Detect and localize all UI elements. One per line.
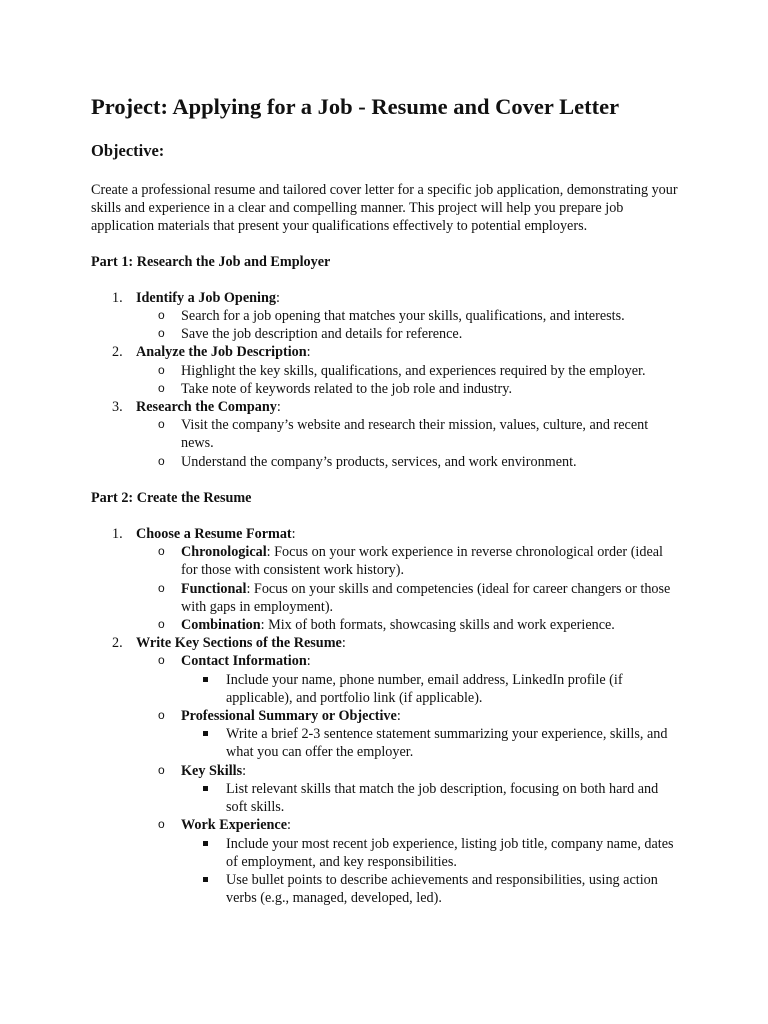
list-item: 1. Choose a Resume Format: o Chronological: Focus on your work experience in reverse chronological order (ideal for those with consistent work history). o Functional: Focus on your skills and competencies (ideal for career changers or those with gaps in employment). o Combination: Mix of both formats, showcasing skills and work experience. — [91, 525, 678, 634]
sub-item: o Combination: Mix of both formats, showcasing skills and work experience. — [158, 617, 615, 634]
list-item: 3. Research the Company: o Visit the company’s website and research their mission, values, culture, and recent news. o Understand the company’s products, services, and work environment. — [91, 398, 678, 471]
circle-bullet-icon: o — [158, 653, 165, 668]
circle-bullet-icon: o — [158, 817, 165, 832]
circle-bullet-icon: o — [158, 544, 165, 559]
item-label: Choose a Resume Format — [136, 526, 292, 543]
circle-bullet-icon: o — [158, 417, 165, 432]
item-label: Research the Company — [136, 399, 277, 416]
list-item: 2. Analyze the Job Description: o Highlight the key skills, qualifications, and experiences required by the employer. o Take note of keywords related to the job role and industry. — [91, 343, 678, 398]
sub-item: o Understand the company’s products, services, and work environment. — [158, 453, 577, 470]
square-bullet-icon — [203, 786, 208, 791]
item-label: Identify a Job Opening — [136, 289, 276, 306]
part2-list — [91, 525, 678, 907]
objective-heading: Objective: — [91, 141, 165, 160]
list-number: 1. — [112, 526, 123, 543]
item-label: Analyze the Job Description — [136, 344, 307, 361]
item-label: Write Key Sections of the Resume — [136, 635, 342, 652]
circle-bullet-icon: o — [158, 453, 165, 468]
part2-heading: Part 2: Create the Resume — [91, 489, 252, 506]
sub-item: o Visit the company’s website and research their mission, values, culture, and recent news. — [158, 417, 649, 452]
objective-paragraph: Create a professional resume and tailored cover letter for a specific job application, demonstrating your skills and experience in a clear and compelling manner. This project will help you prepare job application materials that present your qualifications effectively to potential employers. — [91, 182, 678, 235]
square-bullet-icon — [203, 877, 208, 882]
circle-bullet-icon: o — [158, 308, 165, 323]
bullet-item: Write a brief 2-3 sentence statement summarizing your experience, skills, and what you can offer the employer. — [181, 725, 678, 761]
bullet-item: Use bullet points to describe achievements and responsibilities, using action verbs (e.g., managed, developed, led). — [181, 871, 678, 907]
circle-bullet-icon: o — [158, 580, 165, 595]
square-bullet-icon — [203, 731, 208, 736]
bullet-item: List relevant skills that match the job description, focusing on both hard and soft skills. — [181, 780, 678, 816]
circle-bullet-icon: o — [158, 326, 165, 341]
sub-item: o Save the job description and details for reference. — [158, 326, 463, 343]
circle-bullet-icon: o — [158, 380, 165, 395]
bullet-item: Include your most recent job experience, listing job title, company name, dates of employment, and key responsibilities. — [181, 835, 678, 871]
part1-list — [91, 289, 678, 471]
list-item: 2. Write Key Sections of the Resume: o Contact Information: Include your name, phone number, email address, LinkedIn profile (if applicable), and portfolio link (if applicable). o Professional Summary or Objective: Write a brief 2-3 sentence statement summarizing your experience, skills, and what you can offer the employer. o Key Skills: List relevant skills that match the job description, focusing on both hard and soft skills. o Work Experience: Include your most recent job experience, listing job title, company name, dates of employment, and key responsibilities. Use bullet points to describe achievements and responsibilities, using action verbs (e.g., managed, developed, led). — [91, 634, 678, 907]
sub-item: o Functional: Focus on your skills and competencies (ideal for career changers or those with gaps in employment). — [158, 580, 671, 615]
circle-bullet-icon: o — [158, 762, 165, 777]
sub-item: o Work Experience: Include your most recent job experience, listing job title, company name, dates of employment, and key responsibilities. Use bullet points to describe achievements and responsibilities, using action verbs (e.g., managed, developed, led). — [136, 816, 678, 907]
list-item: 1. Identify a Job Opening: o Search for a job opening that matches your skills, qualifications, and interests. o Save the job description and details for reference. — [91, 289, 678, 344]
sub-item: o Search for a job opening that matches your skills, qualifications, and interests. — [158, 308, 625, 325]
list-number: 2. — [112, 635, 123, 652]
square-bullet-icon — [203, 841, 208, 846]
circle-bullet-icon: o — [158, 708, 165, 723]
sub-item: o Take note of keywords related to the job role and industry. — [158, 380, 513, 397]
bullet-item: Include your name, phone number, email address, LinkedIn profile (if applicable), and portfolio link (if applicable). — [181, 671, 678, 707]
sub-item: o Key Skills: List relevant skills that match the job description, focusing on both hard and soft skills. — [136, 762, 678, 817]
circle-bullet-icon: o — [158, 362, 165, 377]
sub-item: o Chronological: Focus on your work experience in reverse chronological order (ideal for those with consistent work history). — [158, 544, 663, 579]
document-title: Project: Applying for a Job - Resume and Cover Letter — [91, 94, 620, 119]
square-bullet-icon — [203, 677, 208, 682]
list-number: 3. — [112, 399, 123, 416]
circle-bullet-icon: o — [158, 617, 165, 632]
list-number: 1. — [112, 289, 123, 306]
sub-item: o Professional Summary or Objective: Write a brief 2-3 sentence statement summarizing your experience, skills, and what you can offer the employer. — [136, 707, 678, 762]
part1-heading: Part 1: Research the Job and Employer — [91, 253, 331, 270]
list-number: 2. — [112, 344, 123, 361]
sub-item: o Highlight the key skills, qualifications, and experiences required by the employer. — [158, 362, 646, 379]
sub-item: o Contact Information: Include your name, phone number, email address, LinkedIn profile (if applicable), and portfolio link (if applicable). — [136, 652, 678, 707]
